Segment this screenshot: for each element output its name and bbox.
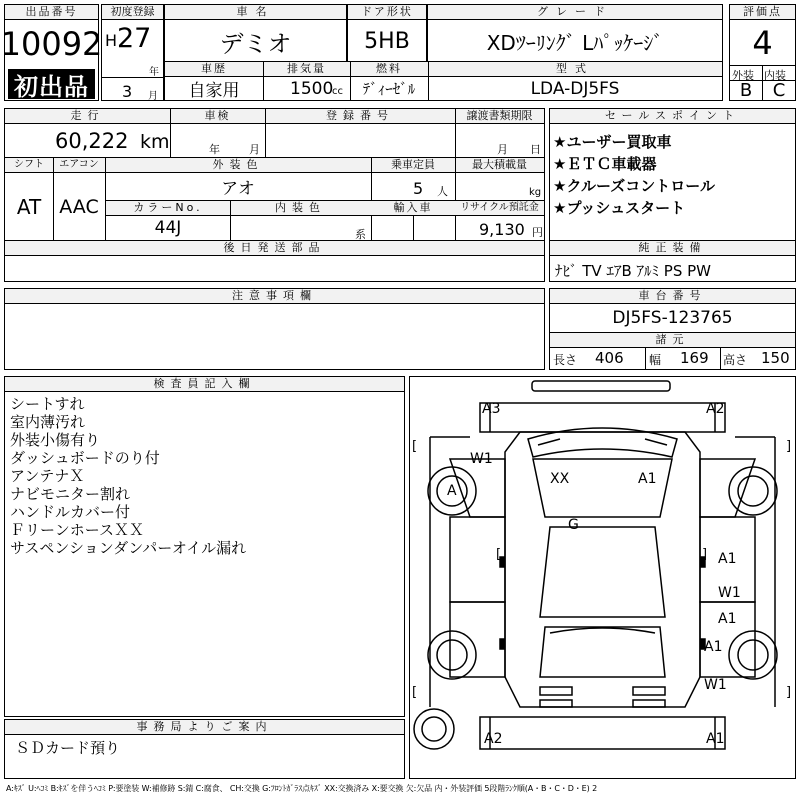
recycle-label: リサイクル預託金	[455, 201, 544, 216]
inspector-item: サスペンションダンパーオイル漏れ	[10, 539, 247, 557]
sales-point-4: ★プッシュスタート	[553, 199, 686, 217]
mark-bracket-l3: [	[412, 685, 418, 700]
office-text: ＳＤカード預り	[15, 739, 121, 757]
grade-box	[427, 4, 723, 62]
car-name-box	[164, 4, 347, 62]
grade-value: XDﾂｰﾘﾝｸﾞ Lﾊﾟｯｹｰｼﾞ	[486, 30, 664, 55]
dims-width: 169	[680, 349, 709, 367]
ext-color-label: 外装色	[105, 158, 371, 173]
mark-xx: XX	[550, 471, 570, 487]
car-name-label: 車名	[165, 5, 346, 20]
displacement-label: 排気量	[263, 62, 350, 77]
chassis-value: DJ5FS-123765	[612, 308, 733, 328]
capacity-label: 乗車定員	[371, 158, 455, 173]
mark-a1-hood: A1	[638, 471, 657, 487]
sales-points-box	[549, 108, 796, 241]
inspector-item: 室内薄汚れ	[10, 413, 86, 431]
mark-a2-top: A2	[706, 401, 725, 417]
int-color-label: 内装色	[230, 201, 371, 216]
inspection-label: 車検	[170, 109, 265, 124]
rating-interior-label: 内装	[764, 69, 786, 82]
first-listing-badge: 初出品	[8, 69, 95, 99]
inspector-item: ハンドルカバー付	[10, 503, 131, 521]
aircon-label: エアコン	[53, 158, 105, 173]
mark-bracket-r3: ]	[786, 685, 792, 700]
max-load-unit: kg	[529, 187, 542, 198]
fuel-value: ﾃﾞｨｰｾﾞﾙ	[362, 80, 416, 98]
mark-bracket-l: [	[412, 439, 418, 454]
shift-value: AT	[16, 194, 42, 219]
mark-a-wheel: A	[447, 483, 457, 499]
mileage-label: 走行	[5, 109, 170, 124]
rating-exterior-label: 外装	[732, 69, 754, 82]
rating-interior: C	[772, 80, 786, 101]
car-diagram	[410, 377, 795, 778]
aircon-value: AAC	[59, 195, 99, 218]
transfer-day-unit: 日	[530, 143, 541, 156]
equipment-value: ﾅﾋﾞ TV ｴｱB ｱﾙﾐ PS PW	[555, 262, 711, 280]
lot-label: 出品番号	[5, 5, 98, 20]
sales-point-2: ★ＥＴＣ車載器	[553, 155, 657, 173]
inspector-label: 検査員記入欄	[5, 377, 404, 392]
later-parts-label: 後日発送部品	[5, 241, 544, 256]
inspector-item: シートすれ	[10, 395, 85, 413]
mark-bracket-r2: ]	[702, 547, 708, 562]
max-load-label: 最大積載量	[455, 158, 544, 173]
sales-point-1: ★ユーザー買取車	[553, 133, 672, 151]
office-box	[4, 719, 405, 779]
doors-box	[347, 4, 427, 62]
chassis-label: 車台番号	[550, 289, 795, 304]
first-reg-label: 初度登録	[102, 5, 163, 20]
history-value: 自家用	[188, 81, 240, 101]
equipment-box	[549, 240, 796, 282]
mark-a1-r1: A1	[718, 551, 737, 567]
mark-g: G	[568, 517, 579, 533]
first-reg-month: 3	[122, 82, 133, 101]
capacity-unit: 人	[437, 185, 448, 198]
mileage-unit: km	[140, 131, 170, 153]
dims-length: 406	[595, 349, 624, 367]
mark-a1-r2: A1	[718, 611, 737, 627]
chassis-box	[549, 288, 796, 370]
dims-label: 諸元	[550, 333, 795, 348]
history-label: 車歴	[165, 62, 263, 77]
model-code-value: LDA-DJ5FS	[530, 78, 620, 99]
mark-w1-r: W1	[718, 585, 741, 601]
mark-a1-r3: A1	[704, 639, 723, 655]
notes-box	[4, 288, 545, 370]
dims-height-label: 高さ	[723, 353, 748, 367]
legend-footer: A:ｷｽﾞ U:ﾍｺﾐ B:ｷｽﾞを伴うﾍｺﾐ P:要塗装 W:補修跡 S:錆 C:腐食、 CH:交換 G:ﾌﾛﾝﾄｶﾞﾗｽ点ｷｽﾞ XX:交換済み X:要交換 欠:欠品 内・外装評価 5段階ﾗﾝｸ順(A・B・C・D・E) 2	[6, 784, 598, 793]
first-reg-era: H	[105, 31, 118, 50]
car-name-value: デミオ	[219, 29, 292, 58]
mark-bracket-l2: [	[496, 547, 502, 562]
lot-box	[0, 4, 103, 101]
inspection-year-unit: 年	[209, 143, 220, 156]
displacement-unit: cc	[332, 86, 343, 97]
model-code-label: 型式	[428, 62, 722, 77]
dims-height: 150	[761, 349, 790, 367]
inspection-month-unit: 月	[249, 143, 260, 156]
inspector-item: ＦリーンホースＸＸ	[10, 521, 144, 539]
rating-label: 評価点	[730, 5, 795, 20]
inspector-item: 外装小傷有り	[10, 431, 101, 449]
ext-color-value: アオ	[221, 178, 255, 199]
first-reg-year: 27	[117, 23, 152, 54]
inspector-item: ナビモニター割れ	[10, 485, 131, 503]
dims-width-label: 幅	[649, 353, 662, 367]
details-box	[4, 108, 545, 241]
mark-w1-r2: W1	[704, 677, 727, 693]
damage-diagram-box	[409, 376, 796, 779]
transfer-label: 譲渡書類期限	[455, 109, 544, 124]
mark-a2-bot: A2	[484, 731, 503, 747]
shift-label: シフト	[5, 158, 53, 173]
rating-box	[729, 4, 796, 101]
mark-bracket-r: ]	[786, 439, 792, 454]
inspector-list	[10, 395, 246, 557]
mileage-value: 60,222	[55, 129, 129, 153]
rating-exterior: B	[739, 80, 753, 101]
office-label: 事務局よりご案内	[5, 720, 404, 735]
capacity-value: 5	[413, 179, 424, 198]
fuel-label: 燃料	[350, 62, 428, 77]
mark-a3: A3	[482, 401, 501, 417]
int-color-unit: 系	[355, 228, 366, 241]
color-no-value: 44J	[154, 218, 182, 238]
recycle-unit: 円	[532, 226, 543, 239]
spec-row	[164, 61, 723, 101]
import-label: 輸入車	[371, 201, 455, 216]
mark-a1-bot: A1	[706, 731, 725, 747]
first-reg-year-unit: 年	[149, 67, 159, 78]
notes-label: 注意事項欄	[5, 289, 544, 304]
rating-value: 4	[752, 24, 773, 62]
displacement-value: 1500	[290, 79, 334, 99]
inspector-box	[4, 376, 405, 717]
inspector-item: アンテナＸ	[10, 467, 85, 485]
transfer-month-unit: 月	[497, 143, 508, 156]
dims-length-label: 長さ	[553, 353, 578, 367]
sales-points-label: セールスポイント	[550, 109, 795, 124]
color-no-label: カラーNo.	[106, 201, 230, 216]
grade-label: グレード	[428, 5, 722, 20]
later-parts-box	[4, 240, 545, 282]
first-reg-box	[101, 4, 164, 101]
equipment-label: 純正装備	[550, 241, 795, 256]
doors-label: ドア形状	[348, 5, 426, 20]
registration-label: 登録番号	[265, 109, 455, 124]
first-reg-month-unit: 月	[148, 91, 158, 102]
sales-point-3: ★クルーズコントロール	[553, 177, 715, 195]
inspector-item: ダッシュボードのり付	[10, 449, 160, 467]
lot-number: 10092	[0, 25, 103, 63]
mark-w1-left: W1	[470, 451, 493, 467]
doors-value: 5HB	[364, 28, 410, 54]
recycle-value: 9,130	[479, 220, 525, 239]
